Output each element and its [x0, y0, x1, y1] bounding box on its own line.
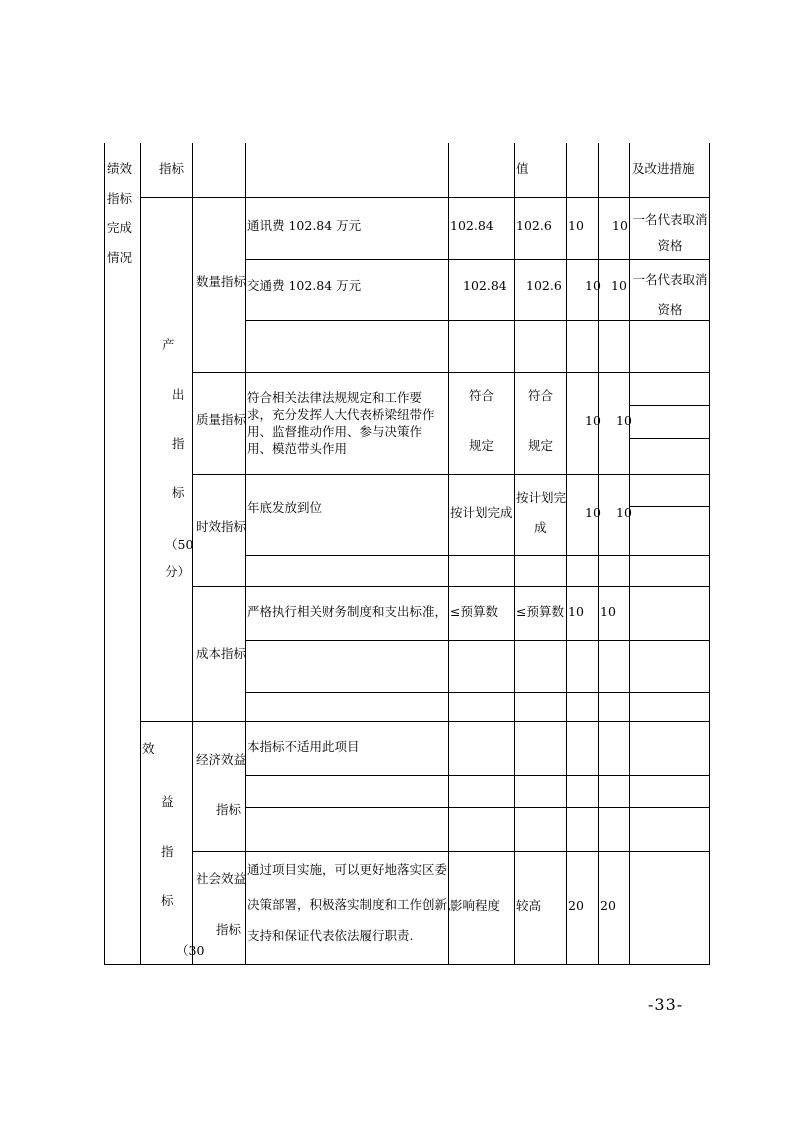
- cost-score: 10: [600, 604, 616, 619]
- quantity-score: 10: [611, 278, 627, 293]
- row-divider: [629, 506, 710, 507]
- cost-actual: ≤预算数: [516, 604, 564, 619]
- row-divider: [245, 807, 710, 808]
- output-group-label: 指: [172, 436, 185, 451]
- row-divider: [192, 586, 710, 587]
- row-divider: [629, 405, 710, 406]
- social-content: 决策部署，积极落实制度和工作创新，: [247, 897, 460, 912]
- row-divider: [245, 320, 710, 321]
- row-divider: [192, 474, 710, 475]
- column-divider: [629, 143, 630, 965]
- timeliness-actual: 按计划完: [516, 490, 567, 505]
- quantity-score: 10: [612, 218, 628, 233]
- output-group-label: 产: [162, 337, 175, 352]
- output-group-label: 分）: [165, 564, 191, 579]
- timeliness-actual: 成: [534, 520, 547, 535]
- column-divider: [566, 143, 567, 965]
- quantity-measure: 资格: [657, 302, 683, 317]
- economic-label: 指标: [216, 802, 242, 817]
- row-divider: [192, 851, 710, 852]
- row-divider: [245, 259, 710, 260]
- timeliness-weight: 10: [585, 505, 601, 520]
- benefit-group-label: 标: [161, 893, 174, 908]
- quantity-target: 102.84: [450, 218, 494, 233]
- output-group-label: 标: [172, 485, 185, 500]
- row-divider: [140, 721, 710, 722]
- cost-content: 严格执行相关财务制度和支出标准，: [247, 604, 448, 619]
- quantity-measure: 一名代表取消: [632, 272, 708, 287]
- quantity-actual: 102.6: [526, 278, 562, 293]
- page-number: -33-: [648, 995, 684, 1014]
- column-divider: [598, 143, 599, 965]
- header-measure-tail: 及改进措施: [632, 161, 695, 176]
- quantity-label: 数量指标: [196, 274, 247, 289]
- header-value-tail: 值: [516, 161, 529, 176]
- benefit-group-label: 益: [161, 794, 174, 809]
- cost-target: ≤预算数: [450, 604, 498, 619]
- quality-target: 规定: [468, 438, 494, 453]
- cost-label: 成本指标: [196, 646, 247, 661]
- row-divider: [245, 555, 710, 556]
- quantity-weight: 10: [585, 278, 601, 293]
- table-border-bottom: [104, 964, 710, 965]
- social-score: 20: [600, 898, 616, 913]
- row-divider: [629, 438, 710, 439]
- row-divider: [245, 692, 710, 693]
- row-divider: [245, 640, 710, 641]
- quantity-actual: 102.6: [516, 218, 552, 233]
- social-actual: 较高: [516, 898, 542, 913]
- quantity-weight: 10: [568, 218, 584, 233]
- social-label: 社会效益: [196, 871, 247, 886]
- social-target: 影响程度: [450, 898, 501, 913]
- quality-actual: 符合: [527, 388, 553, 403]
- benefit-group-label: 效: [142, 741, 155, 756]
- cost-weight: 10: [568, 604, 584, 619]
- timeliness-content: 年底发放到位: [247, 500, 323, 515]
- quantity-target: 102.84: [463, 278, 507, 293]
- table-border-right: [709, 143, 710, 965]
- social-label: 指标: [216, 922, 242, 937]
- quality-weight: 10: [585, 413, 601, 428]
- section-label: 绩效: [107, 161, 133, 176]
- quantity-measure: 一名代表取消: [632, 212, 708, 227]
- section-label: 指标: [107, 191, 133, 206]
- column-divider: [514, 143, 515, 965]
- row-divider: [245, 775, 710, 776]
- output-group-label: （50: [165, 537, 194, 552]
- social-weight: 20: [568, 898, 584, 913]
- quantity-measure: 资格: [657, 238, 683, 253]
- output-group-label: 出: [172, 387, 185, 402]
- economic-label: 经济效益: [196, 752, 247, 767]
- quantity-content: 交通费 102.84 万元: [247, 278, 362, 293]
- social-content: 支持和保证代表依法履行职责.: [247, 928, 414, 943]
- column-divider: [245, 143, 246, 965]
- performance-table: [104, 143, 710, 965]
- row-divider: [192, 372, 710, 373]
- header-indicator: 指标: [159, 161, 185, 176]
- quality-content: 符合相关法律法规规定和工作要求，充分发挥人大代表桥梁纽带作用、监督推动作用、参与决策作用、模范带头作用: [247, 390, 435, 456]
- quality-score: 10: [616, 413, 632, 428]
- timeliness-label: 时效指标: [196, 519, 247, 534]
- quantity-content: 通讯费 102.84 万元: [247, 218, 362, 233]
- quality-target: 符合: [468, 388, 494, 403]
- benefit-group-label: 指: [161, 844, 174, 859]
- column-divider: [448, 143, 449, 965]
- row-divider: [140, 197, 710, 198]
- timeliness-target: 按计划完成: [450, 505, 513, 520]
- quality-label: 质量指标: [196, 412, 247, 427]
- column-divider: [140, 143, 141, 965]
- section-label: 完成: [107, 220, 133, 235]
- timeliness-score: 10: [616, 505, 632, 520]
- benefit-group-label: （30: [176, 943, 205, 958]
- column-divider: [192, 143, 193, 965]
- table-border-left: [104, 143, 105, 965]
- social-content: 通过项目实施，可以更好地落实区委: [247, 862, 448, 877]
- section-label: 情况: [107, 250, 133, 265]
- quality-actual: 规定: [527, 438, 553, 453]
- economic-content: 本指标不适用此项目: [247, 739, 360, 754]
